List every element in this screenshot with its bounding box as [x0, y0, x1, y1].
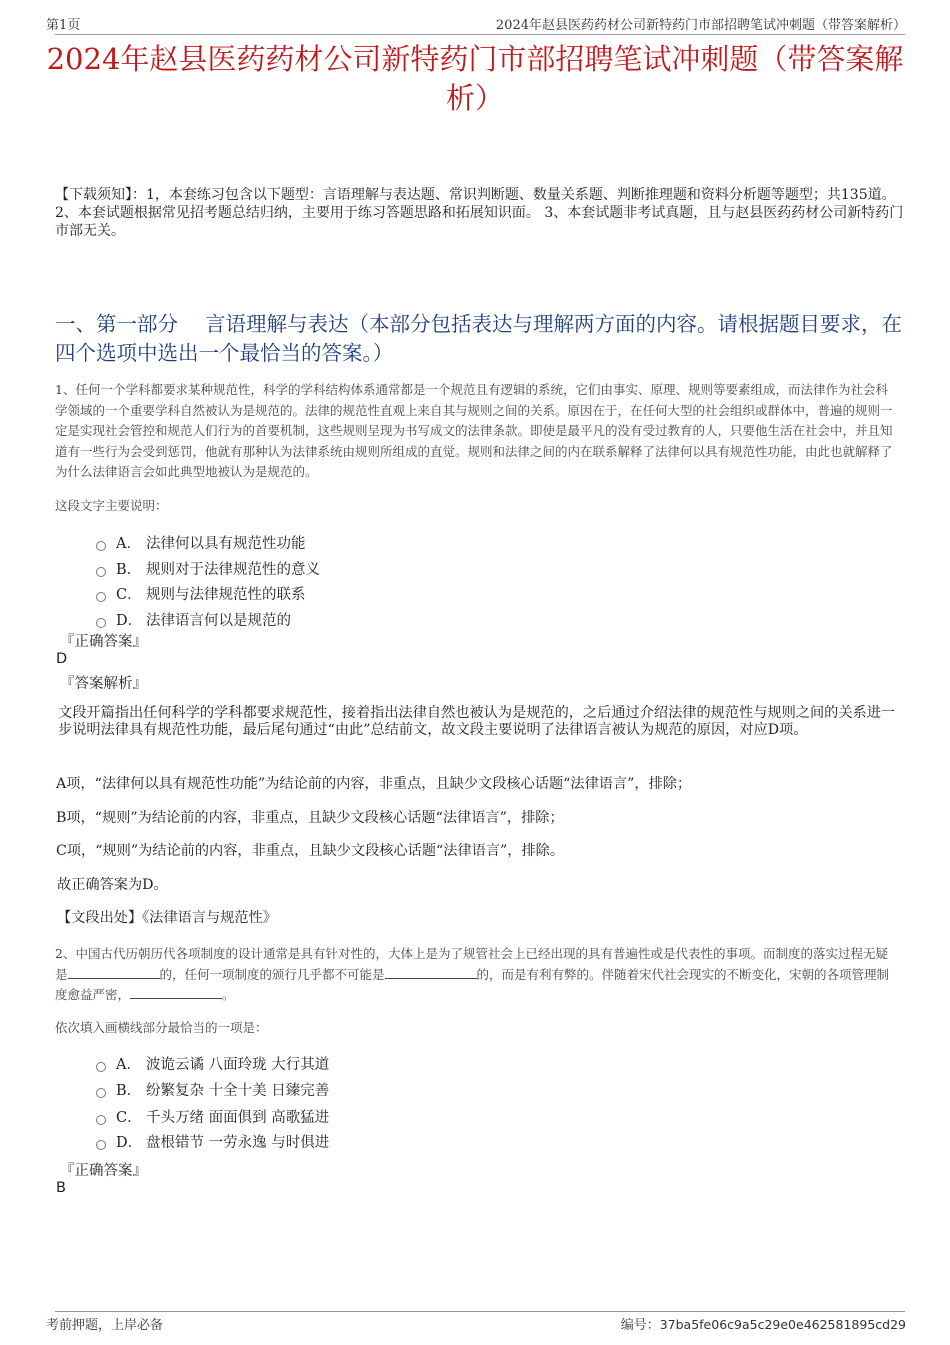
radio-icon[interactable]	[96, 1088, 106, 1098]
radio-icon[interactable]	[96, 541, 106, 551]
analysis-option-b: B项，“规则”为结论前的内容，非重点，且缺少文段核心话题“法律语言”，排除；	[56, 810, 564, 826]
radio-icon[interactable]	[96, 592, 106, 602]
fill-blank-2[interactable]	[385, 966, 477, 979]
analysis-option-c: C项，“规则”为结论前的内容，非重点，且缺少文段核心话题“法律语言”，排除。	[56, 843, 565, 859]
fill-blank-3[interactable]	[130, 986, 222, 999]
question-1-option-c[interactable]: C． 规则与法律规范性的联系	[96, 583, 306, 604]
question-2-passage: 2、中国古代历朝历代各项制度的设计通常是具有针对性的，大体上是为了规管社会上已经出现的具有普遍性或是代表性的事项。而制度的落实过程无疑是 的，任何一项制度的颁行几乎都不可能是 的，而是有利有弊的。伴随着宋代社会现实的不断变化，宋朝的各项管理制度愈益严密， 。	[55, 946, 890, 1003]
download-notice: 【下载须知】：1，本套练习包含以下题型：言语理解与表达题、常识判断题、数量关系题、判断推理题和资料分析题等题型；共135道。 2、本套试题根据常见招考题总结归纳，主要用于练习答题思路和拓展知识面。 3、本套试题非考试真题，且与赵县医药药材公司新特药门市部无关。	[55, 187, 904, 239]
document-title: 2024年赵县医药药材公司新特药门市部招聘笔试冲刺题（带答案解析）	[46, 42, 904, 115]
footer-divider	[55, 1311, 905, 1312]
question-1-passage: 1、任何一个学科都要求某种规范性，科学的学科结构体系通常都是一个规范且有逻辑的系统，它们由事实、原理、规则等要素组成，而法律作为社会科学领域的一个重要学科自然被认为是规范的。法律的规范性直观上来自其与规则之间的关系。原因在于，在任何大型的社会组织或群体中，普遍的规则一定是实现社会管控和规范人们行为的首要机制，这些规则呈现为书写成文的法律条款。即使是最平凡的没有受过教育的人，只要他生活在社会中，并且知道有一些行为会受到惩罚，他就有那种认为法律系统由规则所组成的直觉。规则和法律之间的内在联系解释了法律何以具有规范性功能，由此也就解释了为什么法律语言会如此典型地被认为是规范的。	[55, 382, 893, 480]
question-1-option-b[interactable]: B． 规则对于法律规范性的意义	[96, 558, 320, 579]
radio-icon[interactable]	[96, 1140, 106, 1150]
document-id: 编号：37ba5fe06c9a5c29e0e462581895cd29	[620, 1317, 906, 1333]
question-2-option-a[interactable]: A． 波诡云谲 八面玲珑 大行其道	[96, 1053, 329, 1074]
analysis-conclusion: 故正确答案为D。	[57, 877, 168, 893]
radio-icon[interactable]	[96, 618, 106, 628]
question-1-option-a[interactable]: A． 法律何以具有规范性功能	[96, 532, 306, 553]
question-2-prompt: 依次填入画横线部分最恰当的一项是：	[55, 1020, 268, 1035]
header-divider	[55, 34, 905, 35]
question-1-analysis-label: 『答案解析』	[60, 676, 147, 692]
question-2-option-d[interactable]: D． 盘根错节 一劳永逸 与时俱进	[96, 1131, 329, 1152]
question-1-option-d[interactable]: D． 法律语言何以是规范的	[96, 609, 291, 630]
question-2-option-c[interactable]: C． 千头万绪 面面俱到 高歌猛进	[96, 1106, 329, 1127]
question-2-answer: B	[56, 1180, 66, 1196]
analysis-paragraph: 文段开篇指出任何科学的学科都要求规范性，接着指出法律自然也被认为是规范的，之后通过介绍法律的规范性与规则之间的关系进一步说明法律具有规范性功能，最后尾句通过“由此”总结前文，故文段主要说明了法律语言被认为规范的原因，对应D项。	[58, 705, 896, 738]
footer-slogan: 考前押题，上岸必备	[46, 1318, 164, 1333]
section-heading: 一、第一部分 言语理解与表达（本部分包括表达与理解两方面的内容。请根据题目要求，在四个选项中选出一个最恰当的答案。）	[55, 312, 903, 365]
page-number: 第1页	[46, 18, 81, 33]
question-2-option-b[interactable]: B． 纷繁复杂 十全十美 日臻完善	[96, 1079, 329, 1100]
analysis-option-a: A项，“法律何以具有规范性功能”为结论前的内容，非重点，且缺少文段核心话题“法律语言”，排除；	[56, 776, 692, 792]
radio-icon[interactable]	[96, 1062, 106, 1072]
question-1-prompt: 这段文字主要说明：	[55, 498, 168, 513]
radio-icon[interactable]	[96, 567, 106, 577]
question-1-answer-label: 『正确答案』	[60, 634, 147, 650]
question-1-answer: D	[56, 651, 68, 667]
running-header-title: 2024年赵县医药药材公司新特药门市部招聘笔试冲刺题（带答案解析）	[495, 18, 906, 33]
fill-blank-1[interactable]	[68, 966, 160, 979]
passage-source: 【文段出处】《法律语言与规范性》	[57, 910, 277, 926]
question-2-answer-label: 『正确答案』	[60, 1163, 147, 1179]
radio-icon[interactable]	[96, 1115, 106, 1125]
